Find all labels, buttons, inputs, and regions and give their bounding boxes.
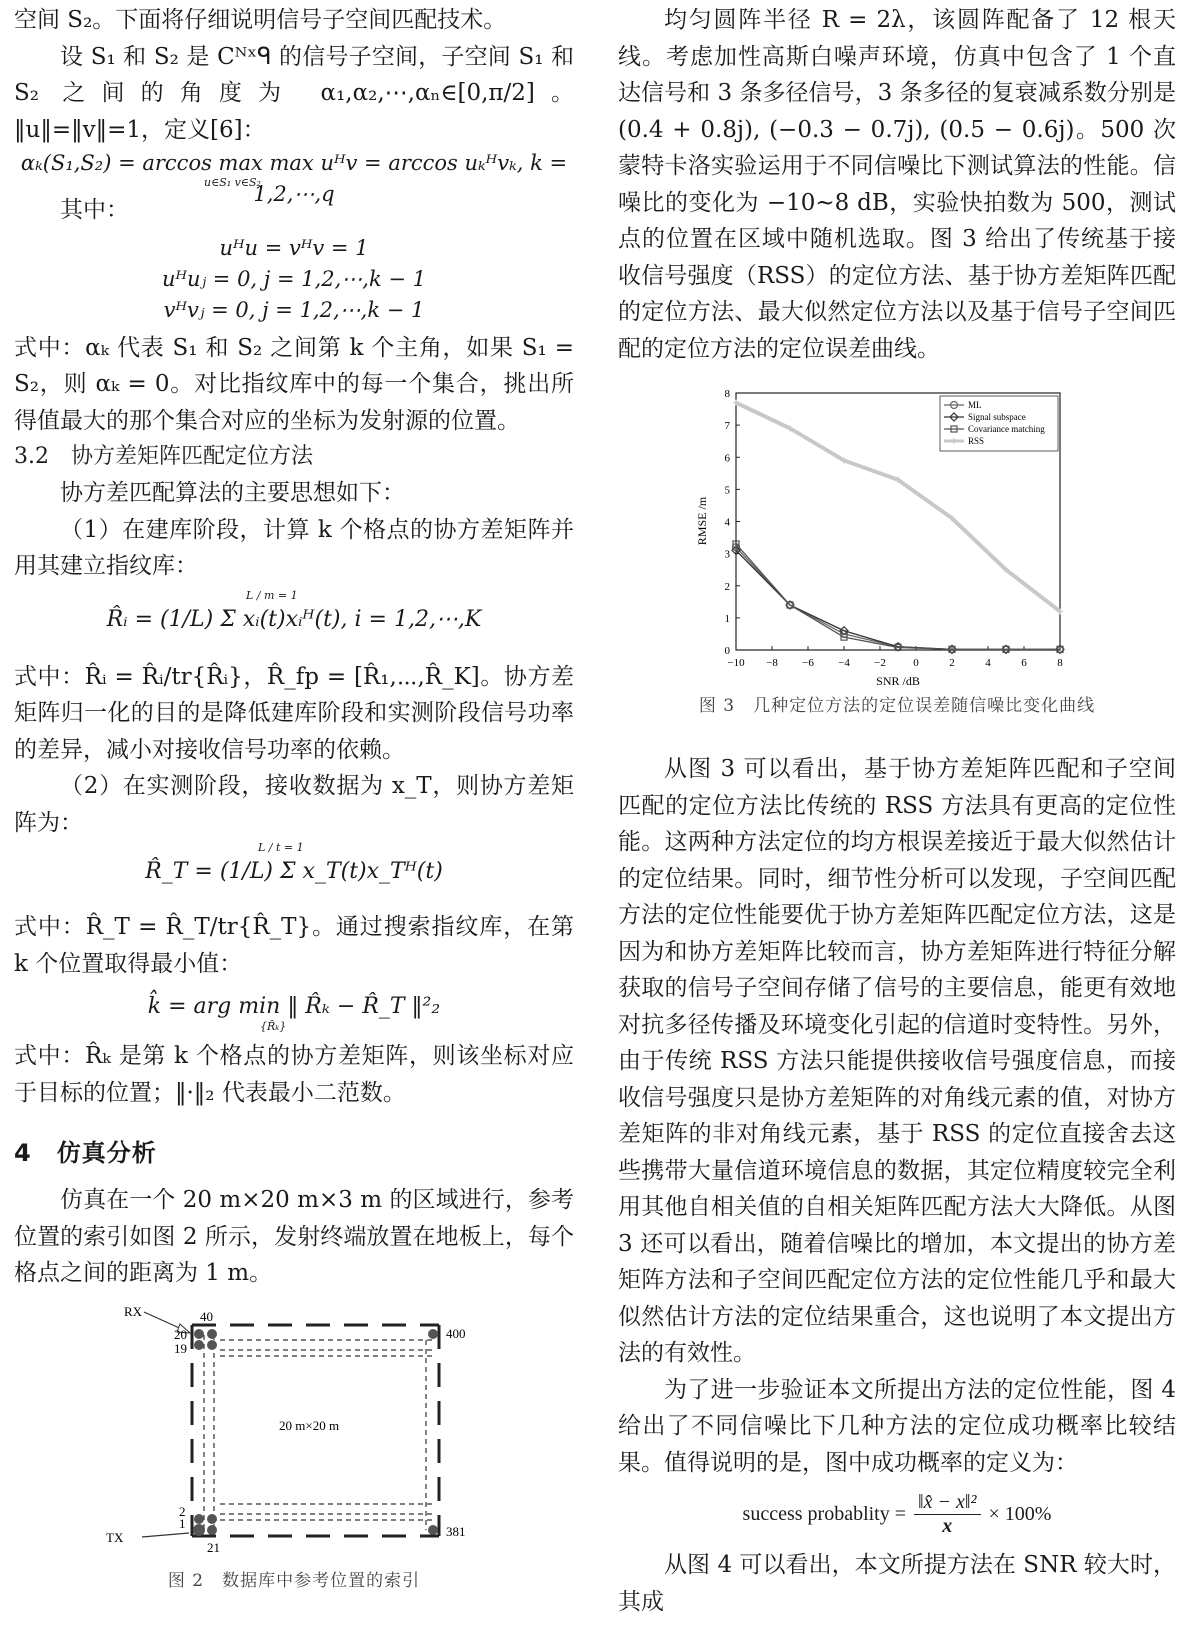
equation-rhs: × 100% xyxy=(988,1502,1052,1525)
y-tick-label: 5 xyxy=(724,484,730,497)
grid-point xyxy=(428,1525,438,1535)
rx-label: RX xyxy=(124,1303,143,1319)
series-covariance-matching xyxy=(733,541,1063,652)
figure-3 xyxy=(618,381,1176,781)
x-tick-label: −6 xyxy=(802,657,814,669)
index-label: 20 xyxy=(174,1326,187,1342)
y-tick-label: 3 xyxy=(724,548,730,561)
right-column xyxy=(618,0,1176,1620)
index-label: 2 xyxy=(179,1503,186,1519)
paragraph: 式中：R̂_T = R̂_T/tr{R̂_T}。通过搜索指纹库，在第 k 个位置取得最小值： xyxy=(14,914,574,977)
tx-label: TX xyxy=(106,1529,124,1545)
x-tick-label: 0 xyxy=(913,657,919,669)
paragraph: 从图 3 可以看出，基于协方差矩阵匹配和子空间匹配的定位方法比传统的 RSS 方法具有更高的定位性能。这两种方法定位的均方根误差接近于最大似然估计的定位结果。同时，细节性分析可以发现，子空间匹配方法的定位性能要优于协方差矩阵匹配定位方法，这是因为和协方差矩阵比较而言，协方差矩阵进行特征分解获取的信号子空间存储了信号的主要信息，能更有效地对抗多径传播及环境变化引起的信道时变特性。另外，由于传统 RSS 方法只能提供接收信号强度信息，而接收信号强度只是协方差矩阵的对角线元素的值，对协方差矩阵的非对角线元素，基于 RSS 的定位直接舍去这些携带大量信道环境信息的数据，其定位精度较完全利用其他自相关值的自相关矩阵匹配方法大大降低。从图 3 还可以看出，随着信噪比的增加，本文提出的协方差矩阵方法和子空间匹配定位方法的定位性能几乎和最大似然估计方法的定位结果重合，这也说明了本文提出方法的有效性。 xyxy=(618,756,1176,1366)
series-line xyxy=(736,544,1060,649)
equation-principal-angle xyxy=(14,148,574,206)
equation-fraction xyxy=(914,1491,980,1538)
index-label: 21 xyxy=(207,1539,220,1555)
x-tick-label: −2 xyxy=(874,657,886,669)
fraction-denominator: x xyxy=(942,1514,953,1537)
grid-point xyxy=(207,1340,217,1350)
equation-argmin xyxy=(14,982,574,1038)
paragraph: （1）在建库阶段，计算 k 个格点的协方差矩阵并用其建立指纹库： xyxy=(14,516,574,579)
equation: R̂_T = (1/L) Σ x_T(t)x_Tᴴ(t) xyxy=(145,859,443,884)
section-heading: 3.2 协方差矩阵匹配定位方法 xyxy=(14,444,313,469)
equation: uᴴuⱼ = 0, j = 1,2,⋯,k − 1 xyxy=(161,266,427,291)
index-label: 1 xyxy=(179,1515,186,1531)
equation-lhs: success probablity = xyxy=(742,1502,907,1525)
equation: uᴴu = vᴴv = 1 xyxy=(219,235,369,260)
tx-point xyxy=(193,1524,205,1536)
paragraph: 仿真在一个 20 m×20 m×3 m 的区域进行，参考位置的索引如图 2 所示，发射终端放置在地板上，每个格点之间的距离为 1 m。 xyxy=(14,1187,574,1286)
paragraph: 式中：R̂ᵢ = R̂ᵢ/tr{R̂ᵢ}，R̂_fp = [R̂₁,⋯,R̂_K]。协方差矩阵归一化的目的是降低建库阶段和实测阶段信号功率的差异，减小对接收信号功率的依赖。 xyxy=(14,663,574,763)
series-signal-subspace xyxy=(732,546,1064,653)
grid-point xyxy=(194,1514,204,1524)
fraction-numerator: ‖x̂ − x‖² xyxy=(914,1491,980,1515)
grid-point xyxy=(194,1329,204,1339)
x-tick-label: −8 xyxy=(766,657,778,669)
paragraph: 式中：R̂ₖ 是第 k 个格点的协方差矩阵，则该坐标对应于目标的位置；‖·‖₂ 代表最小二范数。 xyxy=(14,1043,574,1106)
y-tick-label: 0 xyxy=(724,645,730,657)
y-tick-label: 1 xyxy=(724,612,730,625)
figure-caption: 图 3 几种定位方法的定位误差随信噪比变化曲线 xyxy=(698,696,1096,716)
area-label: 20 m×20 m xyxy=(279,1417,340,1433)
equation-fingerprint xyxy=(14,589,574,659)
paragraph: 从图 4 可以看出，本文所提方法在 SNR 较大时，其成 xyxy=(618,1552,1176,1615)
x-tick-label: 2 xyxy=(949,657,955,669)
grid-point xyxy=(194,1340,204,1350)
y-tick-label: 7 xyxy=(724,420,730,433)
x-tick-label: 8 xyxy=(1057,657,1063,669)
x-tick-label: 4 xyxy=(985,657,991,669)
paragraph: 其中： xyxy=(60,197,129,223)
figure-2 xyxy=(14,1304,574,1634)
index-label: 19 xyxy=(174,1340,187,1356)
figure-caption: 图 2 数据库中参考位置的索引 xyxy=(167,1570,421,1591)
y-tick-label: 6 xyxy=(724,452,730,465)
legend xyxy=(940,396,1058,451)
equation-subscript: u∈S₁ v∈S₂ xyxy=(204,176,261,189)
y-axis-label: RMSE /m xyxy=(695,496,709,546)
legend-label: ML xyxy=(968,400,982,410)
series-ml xyxy=(733,544,1064,653)
grid-point xyxy=(207,1525,217,1535)
equation: αₖ(S₁,S₂) = arccos max max uᴴv = arccos uₖᴴvₖ, k = 1,2,⋯,q xyxy=(20,151,568,206)
equation: R̂ᵢ = (1/L) Σ xᵢ(t)xᵢᴴ(t), i = 1,2,⋯,K xyxy=(106,606,482,632)
x-tick-label: −4 xyxy=(838,657,850,669)
equation: vᴴvⱼ = 0, j = 1,2,⋯,k − 1 xyxy=(163,297,425,322)
legend-label: RSS xyxy=(968,436,985,446)
paragraph: 为了进一步验证本文所提出方法的定位性能，图 4 给出了不同信噪比下几种方法的定位成功概率比较结果。值得说明的是，图中成功概率的定义为： xyxy=(618,1376,1176,1476)
equation-success xyxy=(618,1481,1176,1547)
equation-limits: L / m = 1 xyxy=(246,588,298,602)
left-column xyxy=(14,0,574,1634)
index-label: 40 xyxy=(200,1308,213,1324)
x-tick-label: 6 xyxy=(1021,657,1027,669)
rmse-chart xyxy=(618,381,1176,711)
legend-label: Covariance matching xyxy=(968,424,1045,434)
x-tick-label: −10 xyxy=(727,657,745,669)
index-label: 400 xyxy=(446,1325,466,1341)
index-label: 381 xyxy=(446,1523,466,1539)
grid-point xyxy=(428,1329,438,1339)
paragraph: （2）在实测阶段，接收数据为 x_T，则协方差矩阵为： xyxy=(14,773,574,836)
paragraph: 式中：αₖ 代表 S₁ 和 S₂ 之间第 k 个主角，如果 S₁ = S₂，则 αₖ = 0。对比指纹库中的每一个集合，挑出所得值最大的那个集合对应的坐标为发射源的位置。 xyxy=(14,334,574,434)
grid-point xyxy=(207,1514,217,1524)
equation: k̂ = arg min ‖ R̂ₖ − R̂_T ‖²₂ xyxy=(147,994,441,1019)
grid-index-diagram xyxy=(14,1304,574,1594)
equation-measured xyxy=(14,841,574,909)
grid-point xyxy=(207,1329,217,1339)
y-tick-label: 2 xyxy=(724,580,730,593)
paragraph: 空间 S₂。下面将仔细说明信号子空间匹配技术。 xyxy=(14,7,507,33)
legend-label: Signal subspace xyxy=(968,412,1026,422)
paragraph: 均匀圆阵半径 R = 2λ，该圆阵配备了 12 根天线。考虑加性高斯白噪声环境，仿真中包含了 1 个直达信号和 3 条多径信号，3 条多径的复衰减系数分别是 (0.4 + 0.8j), (−0.3 − 0.7j), (0.5 − 0.6j)。500 次蒙特卡洛实验运用于不同信噪比下测试算法的性能。信噪比的变化为 −10~8 dB，实验快拍数为 500，测试点的位置在区域中随机选取。图 3 给出了传统基于接收信号强度（RSS）的定位方法、基于协方差矩阵匹配的定位方法、最大似然定位方法以及基于信号子空间匹配的定位方法的定位误差曲线。 xyxy=(618,7,1176,362)
y-tick-label: 8 xyxy=(724,388,730,400)
equation-subscript: {R̂ₖ} xyxy=(260,1020,287,1033)
x-axis-label: SNR /dB xyxy=(876,674,920,688)
paragraph: 设 S₁ 和 S₂ 是 Cᴺˣᑫ 的信号子空间，子空间 S₁ 和 S₂ 之间的角度为 α₁,α₂,⋯,αₙ∈[0,π/2]。‖u‖=‖v‖=1，定义[6]： xyxy=(14,43,574,143)
paragraph: 协方差匹配算法的主要思想如下： xyxy=(60,480,405,506)
section-heading: 4 仿真分析 xyxy=(14,1139,157,1167)
y-tick-label: 4 xyxy=(724,516,730,529)
equation-limits: L / t = 1 xyxy=(258,841,304,854)
